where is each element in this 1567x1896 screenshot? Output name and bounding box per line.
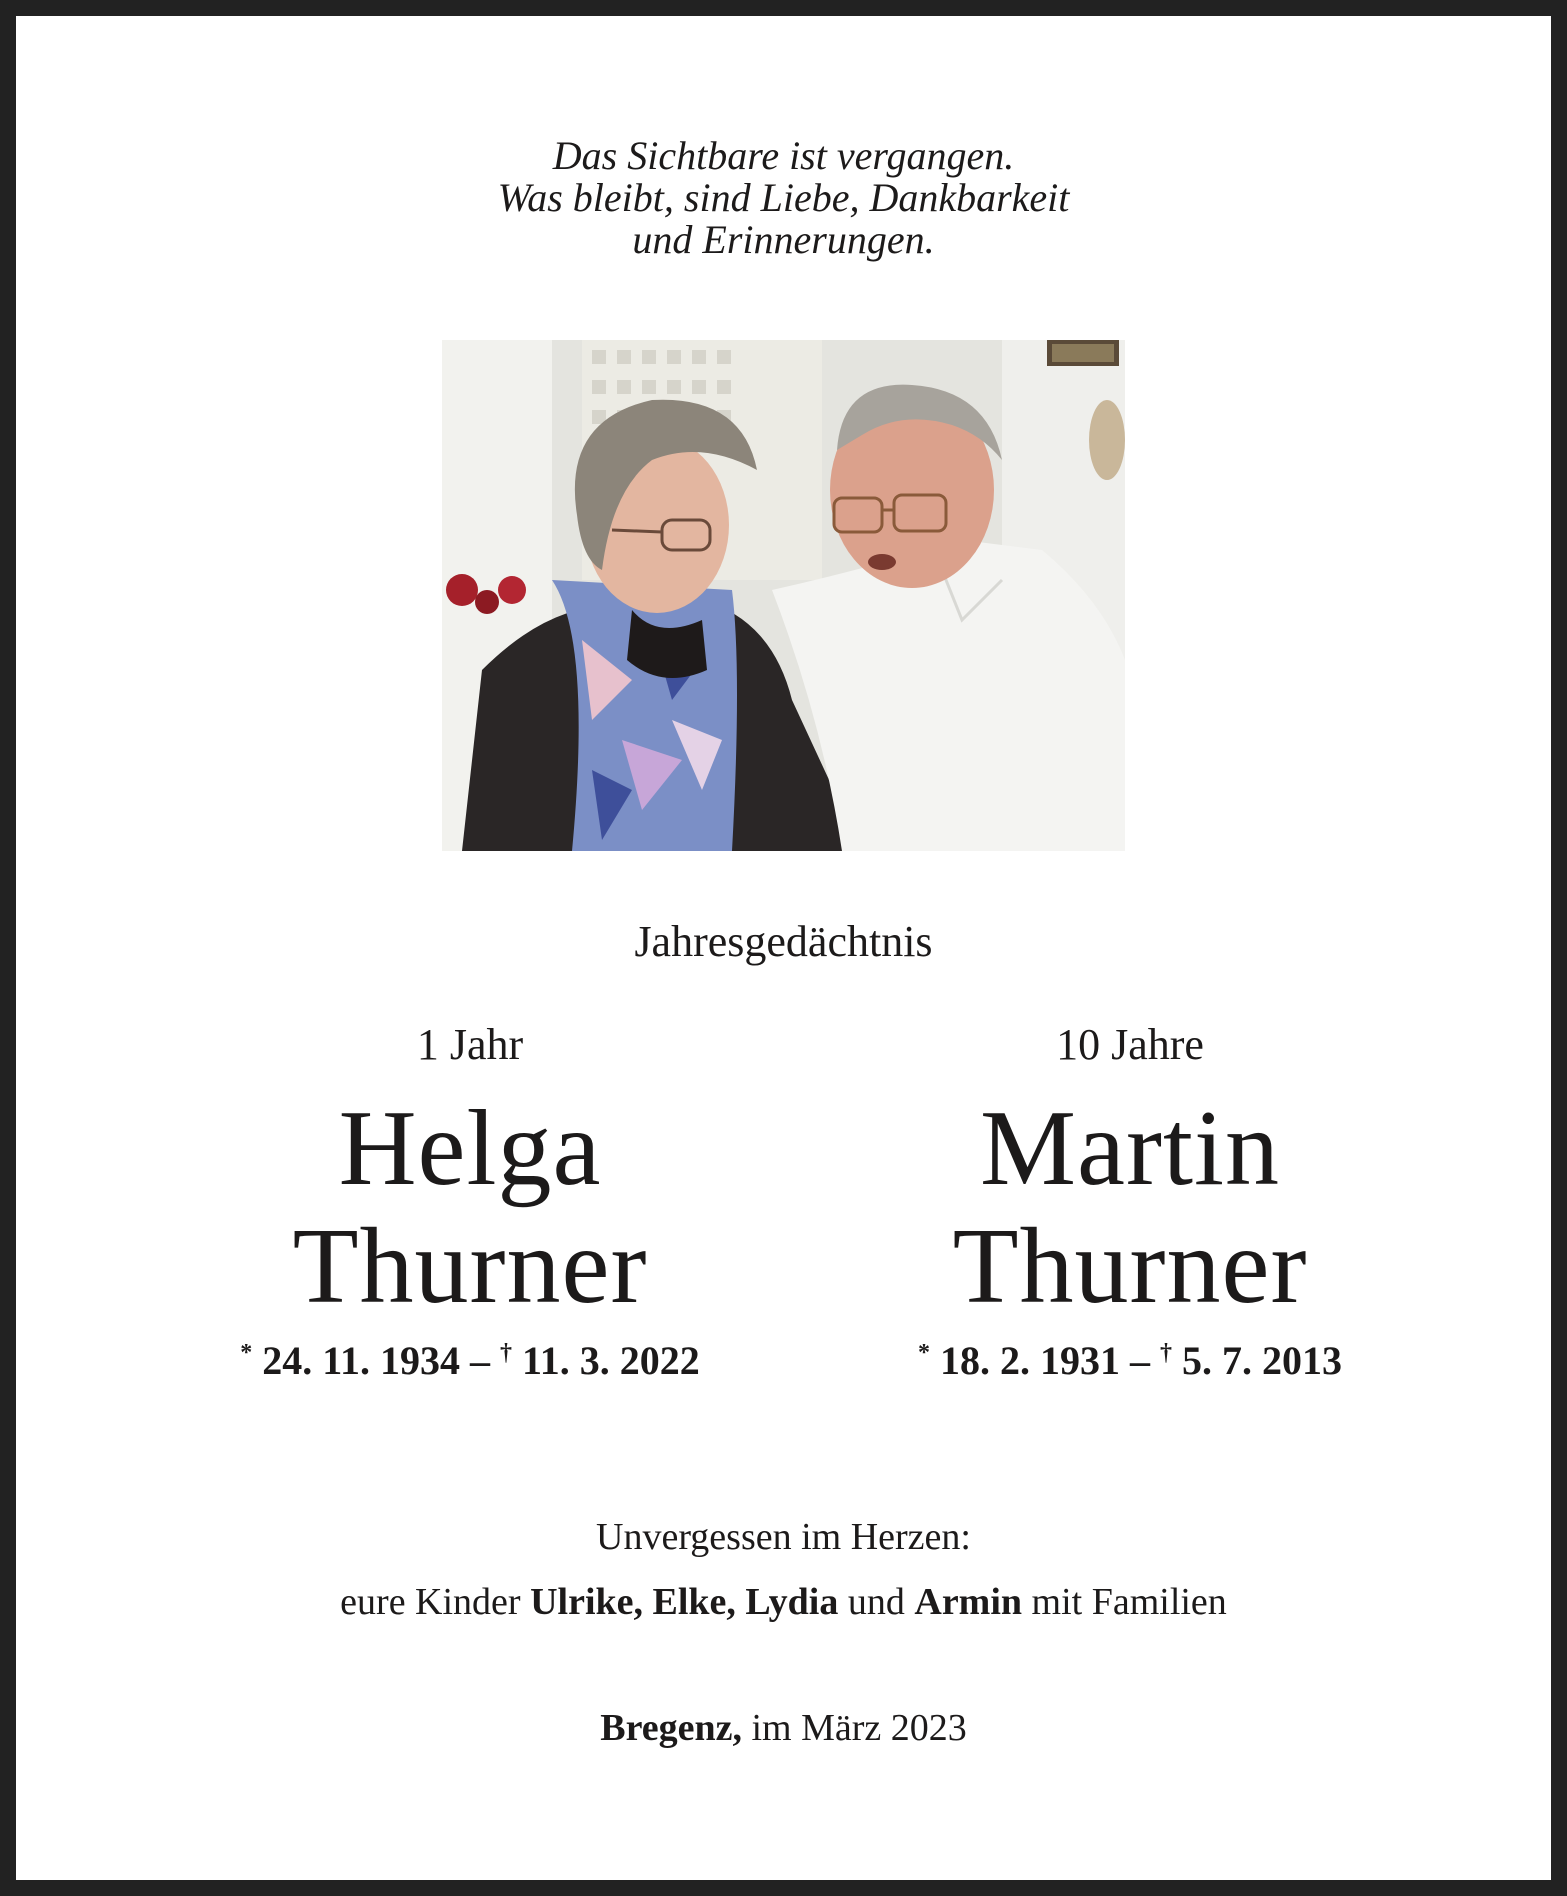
place-month: im März 2023: [751, 1707, 967, 1749]
memorial-quote: [0, 135, 1567, 261]
date-separator: –: [470, 1338, 490, 1383]
mourners-connector: und: [847, 1581, 905, 1623]
quote-line-3: und Erinnerungen.: [632, 217, 935, 262]
birth-symbol: *: [918, 1340, 930, 1366]
person-helga: [200, 1020, 740, 1384]
mourners-line: [0, 1580, 1567, 1624]
place-city: Bregenz,: [600, 1707, 742, 1749]
death-date: 5. 7. 2013: [1182, 1338, 1342, 1383]
life-dates: [850, 1330, 1410, 1384]
last-name: Thurner: [952, 1207, 1308, 1326]
remembrance-intro: Unvergessen im Herzen:: [596, 1516, 971, 1558]
birth-date: 18. 2. 1931: [940, 1338, 1120, 1383]
birth-date: 24. 11. 1934: [262, 1338, 460, 1383]
person-martin: [850, 1020, 1410, 1384]
death-date: 11. 3. 2022: [522, 1338, 700, 1383]
birth-symbol: *: [240, 1340, 253, 1366]
place-date: [0, 1706, 1567, 1750]
page-title: Jahresgedächtnis: [634, 917, 933, 966]
mourners-prefix: eure Kinder: [340, 1581, 521, 1623]
quote-line-2: Was bleibt, sind Liebe, Dankbarkeit: [497, 175, 1070, 220]
death-symbol: †: [1160, 1340, 1172, 1366]
children-names: Ulrike, Elke, Lydia: [530, 1581, 839, 1623]
last-name: Thurner: [292, 1207, 648, 1326]
date-separator: –: [1130, 1338, 1150, 1383]
memorial-years: 1 Jahr: [416, 1020, 524, 1069]
mourners-suffix: mit Familien: [1031, 1581, 1227, 1623]
couple-photo: [442, 340, 1125, 851]
quote-line-1: Das Sichtbare ist vergangen.: [552, 133, 1015, 178]
life-dates: [200, 1330, 740, 1384]
memorial-years: 10 Jahre: [1056, 1020, 1204, 1069]
death-symbol: †: [500, 1340, 512, 1366]
first-name: Helga: [338, 1089, 602, 1208]
couple-photo-icon: [442, 340, 1125, 851]
first-name: Martin: [980, 1089, 1280, 1208]
child-name-last: Armin: [914, 1581, 1023, 1623]
